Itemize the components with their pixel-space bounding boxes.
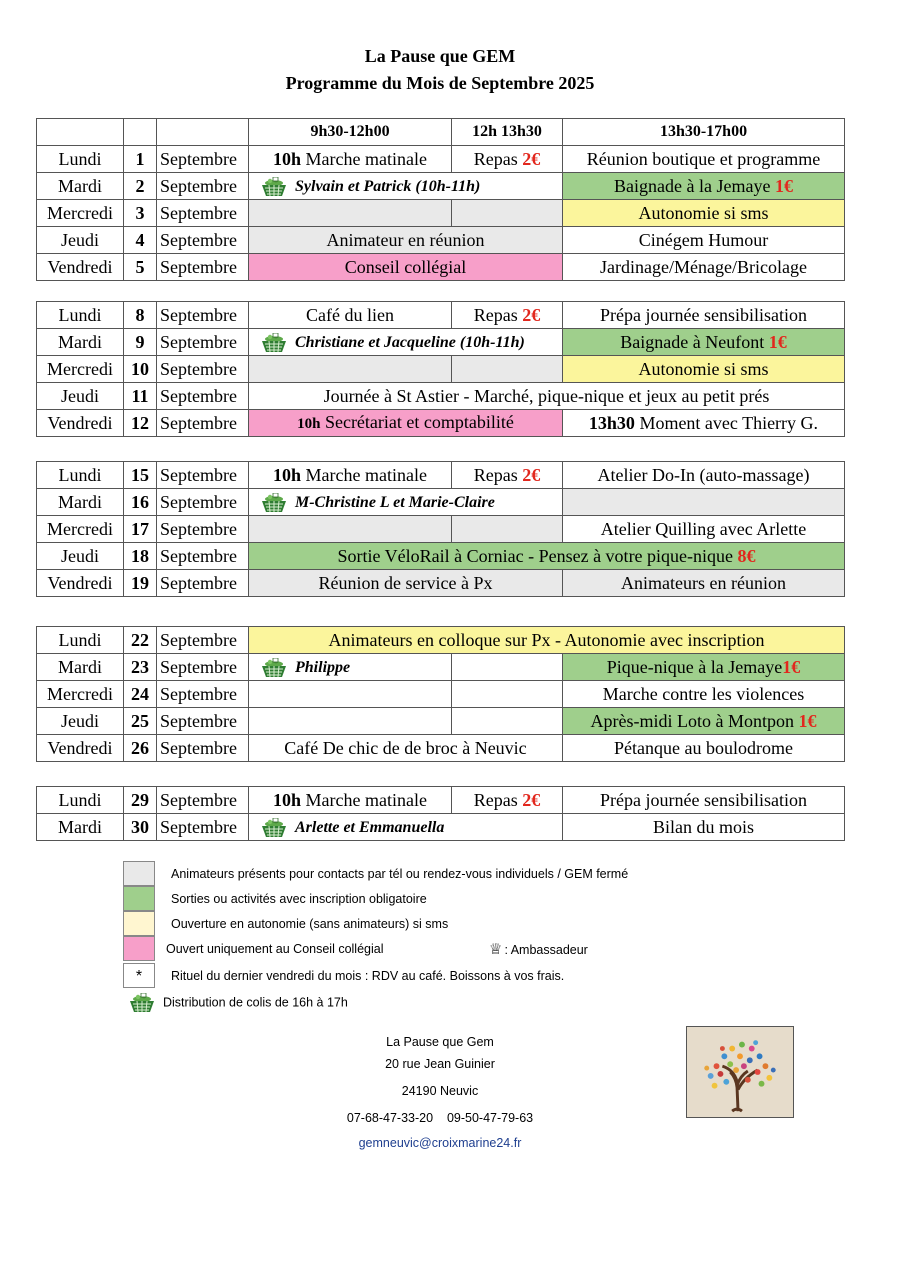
month-name: Septembre: [157, 489, 249, 516]
schedule-row: [37, 173, 845, 200]
cell-afternoon: [563, 356, 845, 383]
schedule-row: [37, 787, 845, 814]
basket-icon: [259, 818, 289, 838]
week-table: [36, 786, 845, 841]
day-name: Jeudi: [37, 543, 124, 570]
basket-icon: [259, 493, 289, 513]
phone-number: 09-50-47-79-63: [446, 1111, 534, 1125]
day-name: Vendredi: [37, 410, 124, 437]
day-number: 1: [124, 146, 157, 173]
day-number: 15: [124, 462, 157, 489]
schedule-row: [37, 735, 845, 762]
day-name: Lundi: [37, 302, 124, 329]
address-street: 20 rue Jean Guinier: [385, 1057, 495, 1071]
cell-noon: [452, 681, 563, 708]
legend-ambassador: [489, 940, 588, 958]
legend-item-green: [123, 886, 723, 911]
cell-noon: [452, 708, 563, 735]
cell-afternoon: [563, 654, 845, 681]
cell-text: Journée à St Astier - Marché, pique-nique et jeux au petit prés: [323, 386, 770, 406]
legend-item-yellow: [123, 911, 723, 936]
day-number: 19: [124, 570, 157, 597]
legend-label: Distribution de colis de 16h à 17h: [163, 995, 348, 1010]
month-name: Septembre: [157, 627, 249, 654]
day-number: 25: [124, 708, 157, 735]
cell-afternoon: [563, 462, 845, 489]
cell-afternoon: [563, 329, 845, 356]
cell-morning: [249, 708, 452, 735]
cell-morning: [249, 254, 563, 281]
cell-text: Repas: [473, 465, 518, 485]
legend-swatch-gray: [123, 861, 155, 886]
cell-text: Repas: [473, 305, 518, 325]
cell-text: Après-midi Loto à Montpon: [590, 711, 794, 731]
month-name: Septembre: [157, 356, 249, 383]
page-title: La Pause que GEM: [364, 46, 516, 66]
day-name: Lundi: [37, 462, 124, 489]
schedule-row: [37, 410, 845, 437]
cell-morning: [249, 735, 563, 762]
cell-morning: [249, 173, 563, 200]
day-name: Mardi: [37, 329, 124, 356]
day-name: Mercredi: [37, 681, 124, 708]
month-name: Septembre: [157, 570, 249, 597]
month-name: Septembre: [157, 814, 249, 841]
cell-morning: [249, 329, 563, 356]
cell-text: Atelier Quilling avec Arlette: [600, 519, 807, 539]
price-tag: 1€: [782, 657, 801, 677]
day-name: Mercredi: [37, 356, 124, 383]
cell-afternoon: [563, 302, 845, 329]
cell-text: Autonomie si sms: [638, 203, 769, 223]
cell-text: Repas: [473, 790, 518, 810]
schedule-row: [37, 627, 845, 654]
cell-noon: [452, 146, 563, 173]
cell-text: Autonomie si sms: [638, 359, 769, 379]
cell-time: 13h30: [588, 413, 635, 433]
schedule-row: [37, 329, 845, 356]
month-name: Septembre: [157, 543, 249, 570]
schedule-row: [37, 814, 845, 841]
cell-afternoon: [563, 814, 845, 841]
basket-icon: [127, 993, 157, 1013]
address-phones: [320, 1111, 560, 1125]
week-table: [36, 461, 845, 597]
day-number: 11: [124, 383, 157, 410]
day-name: Lundi: [37, 787, 124, 814]
month-name: Septembre: [157, 173, 249, 200]
cell-afternoon: [563, 227, 845, 254]
cell-afternoon: [563, 570, 845, 597]
cell-text: Atelier Do-In (auto-massage): [597, 465, 810, 485]
month-name: Septembre: [157, 654, 249, 681]
cell-text: Prépa journée sensibilisation: [600, 305, 807, 325]
legend-item-pink: [123, 936, 723, 961]
cell-text: Pique-nique à la Jemaye: [606, 657, 783, 677]
month-name: Septembre: [157, 462, 249, 489]
week-table: [36, 626, 845, 762]
price-tag: 2€: [522, 790, 541, 810]
cell-text: Repas: [473, 149, 518, 169]
email-link[interactable]: gemneuvic@croixmarine24.fr: [358, 1136, 522, 1150]
legend-label: Ouvert uniquement au Conseil collégial: [166, 942, 384, 956]
month-name: Septembre: [157, 383, 249, 410]
day-number: 26: [124, 735, 157, 762]
cell-text: Animateurs en réunion: [621, 573, 786, 593]
price-tag: 1€: [768, 332, 787, 352]
cell-names: Sylvain et Patrick (10h-11h): [295, 178, 481, 195]
tree-logo: [686, 1026, 794, 1118]
legend-swatch-pink: [123, 936, 155, 961]
cell-morning: [249, 302, 452, 329]
cell-afternoon: [563, 173, 845, 200]
cell-noon: [452, 654, 563, 681]
day-number: 17: [124, 516, 157, 543]
legend-swatch-green: [123, 886, 155, 911]
cell-morning: [249, 516, 452, 543]
crown-icon: ♕: [489, 941, 503, 958]
day-number: 22: [124, 627, 157, 654]
cell-noon: [452, 302, 563, 329]
week-table: [36, 301, 845, 437]
cell-text: Pétanque au boulodrome: [614, 738, 793, 758]
schedule-row: [37, 302, 845, 329]
cell-text: Conseil collégial: [344, 257, 467, 277]
price-tag: 2€: [522, 465, 541, 485]
cell-noon: [452, 356, 563, 383]
header-morning: 9h30-12h00: [249, 119, 452, 146]
cell-afternoon: [563, 200, 845, 227]
cell-text: Marche contre les violences: [602, 684, 805, 704]
basket-icon: [259, 658, 289, 678]
schedule-row: [37, 708, 845, 735]
day-name: Vendredi: [37, 570, 124, 597]
week-table: [36, 118, 845, 281]
cell-text: Marche matinale: [305, 465, 427, 485]
day-name: Mardi: [37, 814, 124, 841]
month-name: Septembre: [157, 302, 249, 329]
day-name: Mardi: [37, 173, 124, 200]
day-number: 16: [124, 489, 157, 516]
legend-ambassador-label: : Ambassadeur: [504, 943, 588, 957]
cell-text: Sortie VéloRail à Corniac - Pensez à votre pique-nique: [337, 546, 734, 566]
cell-afternoon: [563, 146, 845, 173]
header-row: [37, 119, 845, 146]
month-name: Septembre: [157, 227, 249, 254]
cell-time: 10h: [297, 416, 321, 432]
cell-text: Baignade à Neufont: [620, 332, 765, 352]
cell-text: Cinégem Humour: [638, 230, 769, 250]
day-number: 29: [124, 787, 157, 814]
day-name: Jeudi: [37, 227, 124, 254]
header-afternoon: 13h30-17h00: [563, 119, 845, 146]
cell-full-day: [249, 543, 845, 570]
price-tag: 2€: [522, 305, 541, 325]
cell-text: Café du lien: [306, 305, 394, 325]
schedule-row: [37, 462, 845, 489]
day-name: Jeudi: [37, 708, 124, 735]
cell-morning: [249, 814, 563, 841]
cell-noon: [452, 516, 563, 543]
schedule-row: [37, 516, 845, 543]
schedule-row: [37, 654, 845, 681]
day-name: Mercredi: [37, 200, 124, 227]
cell-time: 10h: [273, 149, 302, 169]
cell-text: Bilan du mois: [652, 817, 754, 837]
cell-noon: [452, 200, 563, 227]
cell-text: Baignade à la Jemaye: [614, 176, 771, 196]
cell-text: Secrétariat et comptabilité: [324, 412, 514, 432]
day-name: Mardi: [37, 654, 124, 681]
cell-morning: [249, 489, 563, 516]
day-number: 3: [124, 200, 157, 227]
price-tag: 1€: [798, 711, 817, 731]
schedule-row: [37, 383, 845, 410]
schedule-row: [37, 681, 845, 708]
cell-morning: [249, 787, 452, 814]
month-name: Septembre: [157, 516, 249, 543]
month-name: Septembre: [157, 200, 249, 227]
month-name: Septembre: [157, 735, 249, 762]
month-name: Septembre: [157, 787, 249, 814]
day-number: 8: [124, 302, 157, 329]
legend-item-basket: [127, 993, 348, 1013]
cell-noon: [452, 462, 563, 489]
month-name: Septembre: [157, 254, 249, 281]
legend-label: Rituel du dernier vendredi du mois : RDV au café. Boissons à vos frais.: [171, 969, 565, 983]
schedule-row: [37, 227, 845, 254]
cell-noon: [452, 787, 563, 814]
month-name: Septembre: [157, 329, 249, 356]
day-number: 18: [124, 543, 157, 570]
cell-text: Café De chic de de broc à Neuvic: [284, 738, 527, 758]
page-subtitle: Programme du Mois de Septembre 2025: [285, 73, 595, 93]
month-name: Septembre: [157, 681, 249, 708]
cell-text: Prépa journée sensibilisation: [600, 790, 807, 810]
basket-icon: [259, 333, 289, 353]
month-name: Septembre: [157, 146, 249, 173]
cell-afternoon: [563, 787, 845, 814]
legend-label: Sorties ou activités avec inscription obligatoire: [171, 892, 427, 906]
cell-afternoon: [563, 681, 845, 708]
cell-morning: [249, 356, 452, 383]
day-name: Mardi: [37, 489, 124, 516]
schedule-row: [37, 489, 845, 516]
cell-text: Jardinage/Ménage/Bricolage: [600, 257, 807, 277]
legend-swatch-yellow: [123, 911, 155, 936]
cell-afternoon: [563, 410, 845, 437]
day-name: Mercredi: [37, 516, 124, 543]
price-tag: 8€: [737, 546, 756, 566]
cell-text: Moment avec Thierry G.: [639, 413, 819, 433]
cell-morning: [249, 146, 452, 173]
legend-label: Ouverture en autonomie (sans animateurs) si sms: [171, 917, 449, 931]
address-city: 24190 Neuvic: [401, 1084, 479, 1098]
cell-morning: [249, 227, 563, 254]
day-number: 9: [124, 329, 157, 356]
legend-item-star: [123, 963, 723, 988]
day-number: 4: [124, 227, 157, 254]
schedule-row: [37, 356, 845, 383]
day-number: 30: [124, 814, 157, 841]
header-noon: 12h 13h30: [452, 119, 563, 146]
price-tag: 1€: [774, 176, 793, 196]
cell-morning: [249, 570, 563, 597]
day-name: Lundi: [37, 146, 124, 173]
cell-names: Philippe: [295, 659, 351, 676]
day-name: Vendredi: [37, 735, 124, 762]
cell-afternoon: [563, 516, 845, 543]
cell-text: Animateur en réunion: [326, 230, 485, 250]
address-name: La Pause que Gem: [386, 1035, 494, 1049]
month-name: Septembre: [157, 410, 249, 437]
cell-morning: [249, 410, 563, 437]
cell-time: 10h: [273, 790, 302, 810]
schedule-row: [37, 146, 845, 173]
basket-icon: [259, 177, 289, 197]
cell-afternoon: [563, 489, 845, 516]
cell-full-day: [249, 383, 845, 410]
cell-afternoon: [563, 254, 845, 281]
cell-full-day: [249, 627, 845, 654]
cell-morning: [249, 654, 452, 681]
cell-morning: [249, 681, 452, 708]
cell-afternoon: [563, 735, 845, 762]
month-name: Septembre: [157, 708, 249, 735]
day-name: Vendredi: [37, 254, 124, 281]
day-number: 10: [124, 356, 157, 383]
cell-time: 10h: [273, 465, 302, 485]
day-number: 12: [124, 410, 157, 437]
price-tag: 2€: [522, 149, 541, 169]
cell-text: Marche matinale: [305, 149, 427, 169]
day-number: 24: [124, 681, 157, 708]
cell-names: Christiane et Jacqueline (10h-11h): [295, 334, 525, 351]
legend-label: Animateurs présents pour contacts par tél ou rendez-vous individuels / GEM fermé: [171, 867, 629, 881]
day-name: Lundi: [37, 627, 124, 654]
schedule-row: [37, 200, 845, 227]
schedule-row: [37, 543, 845, 570]
legend-star-symbol: *: [123, 963, 155, 988]
cell-morning: [249, 462, 452, 489]
cell-text: Réunion de service à Px: [318, 573, 493, 593]
cell-text: Marche matinale: [305, 790, 427, 810]
cell-names: Arlette et Emmanuella: [295, 819, 445, 836]
phone-number: 07-68-47-33-20: [346, 1111, 434, 1125]
day-number: 23: [124, 654, 157, 681]
day-number: 5: [124, 254, 157, 281]
cell-afternoon: [563, 708, 845, 735]
cell-text: Réunion boutique et programme: [586, 149, 821, 169]
cell-morning: [249, 200, 452, 227]
cell-text: Animateurs en colloque sur Px - Autonomie avec inscription: [328, 630, 765, 650]
legend-item-gray: [123, 861, 723, 886]
schedule-row: [37, 570, 845, 597]
cell-names: M-Christine L et Marie-Claire: [295, 494, 495, 511]
schedule-row: [37, 254, 845, 281]
day-name: Jeudi: [37, 383, 124, 410]
day-number: 2: [124, 173, 157, 200]
